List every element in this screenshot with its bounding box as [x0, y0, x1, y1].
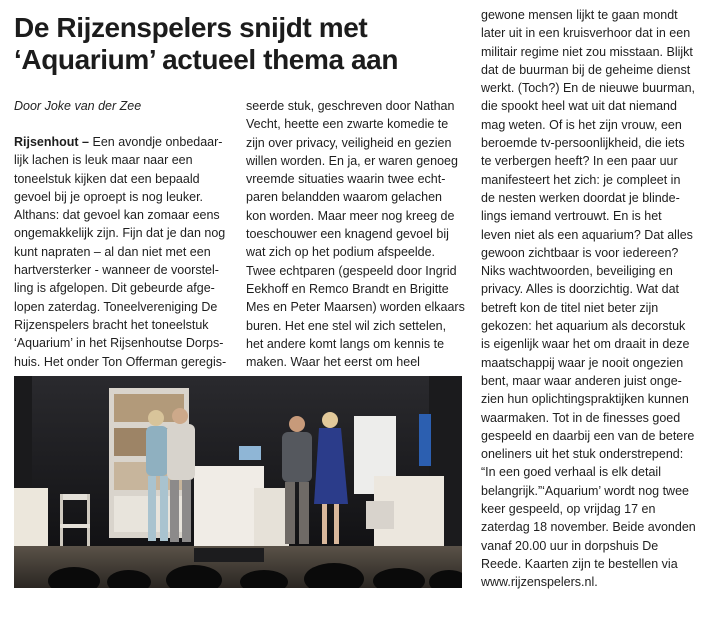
text-line: paren belandden waarom gelachen	[246, 190, 442, 205]
counter	[194, 466, 264, 554]
text-line: www.rijzenspelers.nl.	[481, 575, 598, 590]
text-fragment: Een avondje onbedaar-	[92, 135, 223, 149]
text-line: Mes en Peter Maarsen) worden elkaars	[246, 300, 465, 315]
text-line: lopen zaterdag. Toneelvereniging De	[14, 299, 218, 314]
text-line: mag weten. Of is het zijn vrouw, een	[481, 117, 682, 132]
text-line: toeschouwer een knagend gevoel bij	[246, 227, 449, 242]
text-line: te verbergen heeft? In een paar uur	[481, 154, 678, 169]
cabinet	[14, 488, 48, 546]
text-line: “In een goed verhaal is elk detail	[481, 465, 661, 480]
text-line: wat zich op het podium afspeelde.	[246, 245, 436, 260]
text-line: Twee echtparen (gespeeld door Ingrid	[246, 263, 457, 278]
text-line: zien hun oplichtingspraktijken kunnen	[481, 392, 689, 407]
chair	[60, 494, 90, 500]
text-line: Althans: dat gevoel kan zomaar eens	[14, 208, 220, 223]
text-line: militair regime niet zou misstaan. Blijkt	[481, 44, 693, 59]
dateline: Rijsenhout –	[14, 135, 90, 149]
text-line: buren. Het ene stel wil zich settelen,	[246, 318, 447, 333]
text-line: kunt napraten – al dan niet met een	[14, 244, 211, 259]
headline-line: ‘Aquarium’ actueel thema aan	[14, 44, 399, 75]
text-line: het andere komt langs om kennis te	[246, 336, 445, 351]
text-line: toneelstuk kijken dat een bepaald	[14, 171, 200, 186]
text-line: zijn over privacy, veiligheid en gezien	[246, 135, 452, 150]
text-line: gevoel bij je oproept is nog leuker.	[14, 189, 204, 204]
text-line: hartversterker - wanneer de voorstel-	[14, 263, 219, 278]
text-line: dat de buurman bij de geheime dienst	[481, 62, 691, 77]
article-column-1	[14, 133, 239, 371]
text-line: waarmaken. Tot in de finesses goed	[481, 410, 681, 425]
text-line: willen worden. En ja, er waren genoeg	[246, 153, 458, 168]
stage-photo	[14, 376, 462, 588]
text-line: Eekhoff en Remco Brandt en Brigitte	[246, 281, 449, 296]
article-column-2	[246, 97, 471, 371]
text-line: oneliners uit het stuk onderstrepend:	[481, 447, 684, 462]
text-line: leven niet als een aquarium? Dat alles	[481, 227, 693, 242]
text-line: later uit in een kruisverhoor dat in een	[481, 26, 691, 41]
text-line: die spookt heel wat uit dat niemand	[481, 99, 677, 114]
text-line: privacy. Alles is doorzichtig. Wat dat	[481, 282, 679, 297]
text-line	[14, 133, 239, 151]
text-line: zaterdag 18 november. Beide avonden	[481, 520, 696, 535]
text-line: gespeeld en daarbij een van de betere	[481, 428, 695, 443]
text-line: vreemde situaties waarin twee echt-	[246, 172, 446, 187]
article-headline	[14, 12, 469, 76]
text-line: manifesteert het zich: je compleet in	[481, 172, 681, 187]
hanging-coat	[419, 414, 431, 466]
text-line: gekozen: het aquarium als decorstuk	[481, 319, 686, 334]
text-line: Reede. Kaarten zijn te bestellen via	[481, 556, 678, 571]
text-line: bent, maar waar anderen juist onge-	[481, 373, 682, 388]
text-line: maatschappij waar je nooit ongezien	[481, 355, 684, 370]
text-line: vanaf 20.00 uur in dorpshuis De	[481, 538, 659, 553]
text-line: ‘Aquarium’ in het Rijsenhoutse Dorps-	[14, 336, 224, 351]
text-line: belangrijk.”‘Aquarium’ wordt nog twee	[481, 483, 689, 498]
article-column-3	[481, 6, 703, 592]
text-line: gewone mensen lijkt te gaan mondt	[481, 8, 678, 22]
text-line: ongemakkelijk zijn. Fijn dat je dan nog	[14, 226, 226, 241]
text-line: Vecht, heette een zwarte komedie te	[246, 117, 449, 132]
text-line: betreft kon de titel niet beter zijn	[481, 300, 659, 315]
text-line: ling is afgelopen. Dit gebeurde afge-	[14, 281, 215, 296]
text-line: is eigenlijk waar het om draait in deze	[481, 337, 690, 352]
text-line: de nesten werken doordat je blinde-	[481, 190, 680, 205]
text-line: kon worden. Maar meer nog kreeg de	[246, 208, 455, 223]
laptop	[239, 446, 261, 460]
text-line: Rijzenspelers bracht het toneelstuk	[14, 317, 209, 332]
text-line: werkt. (Toch?) En de nieuwe buurman,	[481, 81, 695, 96]
text-line: lings iemand vertrouwt. En is het	[481, 209, 662, 224]
headline-line: De Rijzenspelers snijdt met	[14, 12, 368, 43]
text-line: seerde stuk, geschreven door Nathan	[246, 99, 455, 113]
article-byline: Door Joke van der Zee	[14, 99, 142, 113]
text-line: keer gespeeld, op vrijdag 17 en	[481, 502, 656, 517]
text-line: Niks wachtwoorden, beveiliging en	[481, 264, 673, 279]
text-line: gewoon zichtbaar is voor iedereen?	[481, 245, 679, 260]
text-line: maken. Waar het eerst om heel	[246, 355, 420, 370]
text-line: beroemde tv-persoonlijkheid, die iets	[481, 136, 685, 151]
text-line: huis. Het onder Ton Offerman geregis-	[14, 354, 227, 369]
text-line: lijk lachen is leuk maar naar een	[14, 153, 193, 168]
stage-photo-illustration	[14, 376, 462, 588]
